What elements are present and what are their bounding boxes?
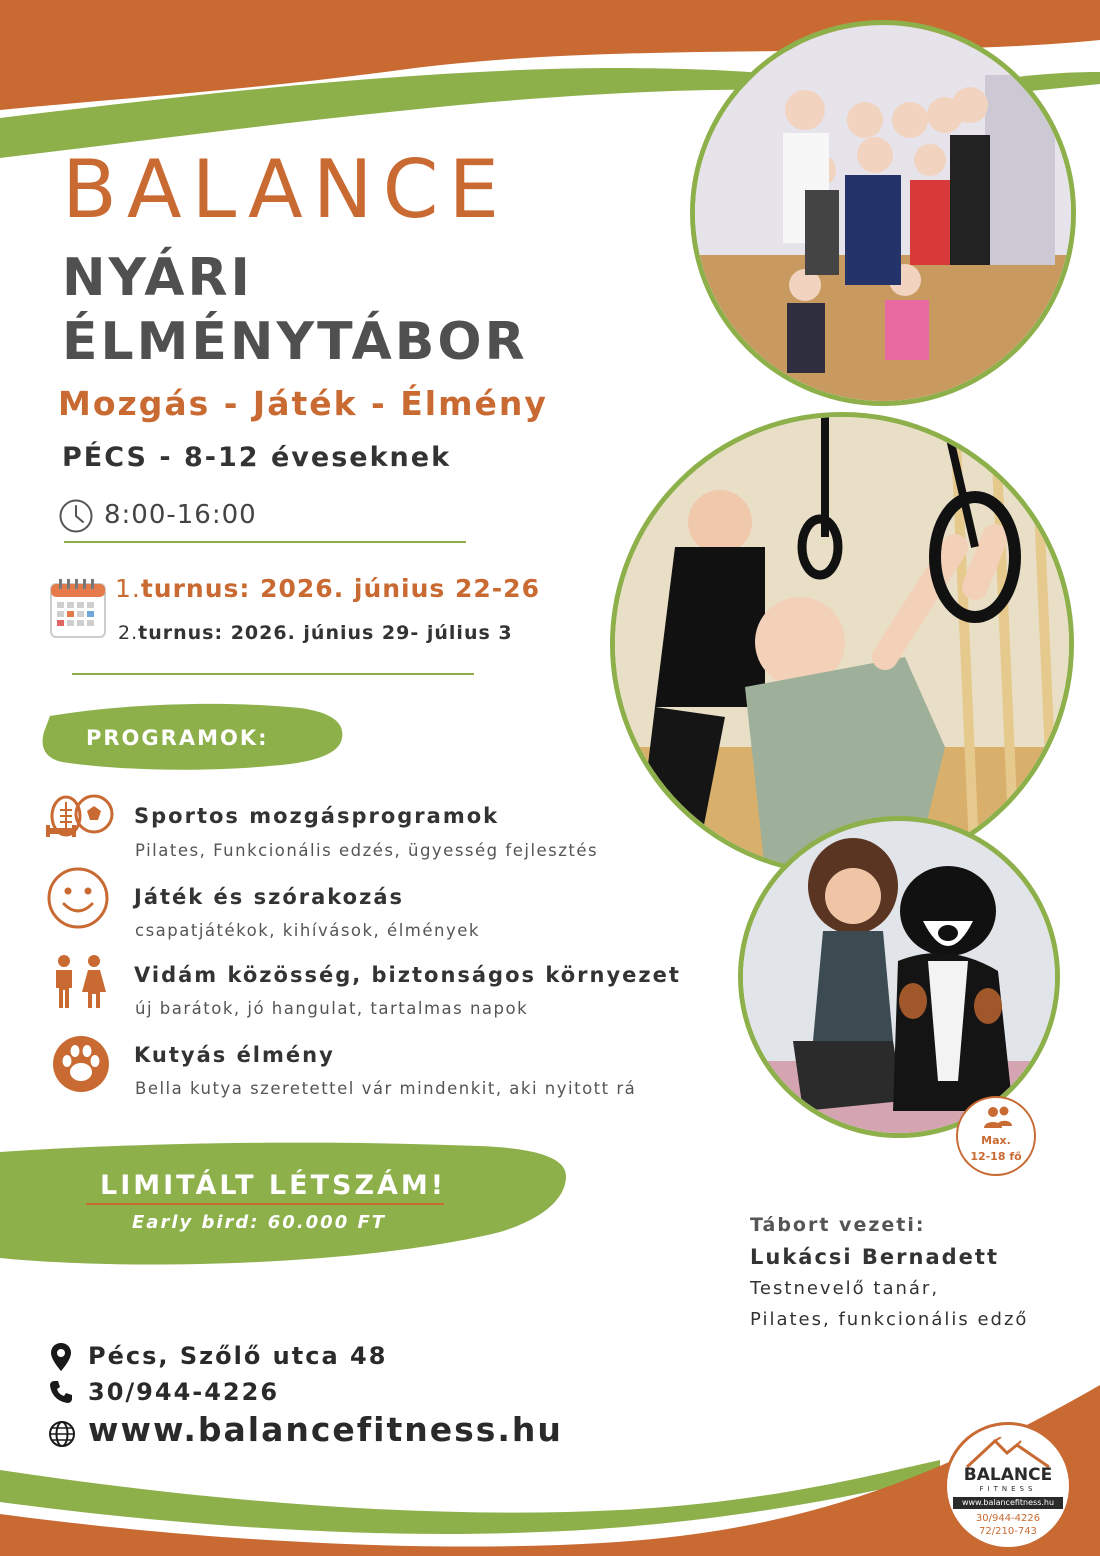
hours-text: 8:00-16:00 [104,500,257,530]
early-bird-price: Early bird: 60.000 FT [132,1212,387,1233]
turnus-2 [118,622,513,644]
location-pin-icon [50,1342,72,1372]
phone-icon [48,1379,74,1405]
website-link[interactable]: www.balancefitness.hu [88,1410,563,1449]
programs-label: PROGRAMOK: [86,726,269,750]
program-desc-games: csapatjátékok, kihívások, élmények [135,921,480,940]
tagline: Mozgás - Játék - Élmény [58,384,548,423]
turnus-2-number: 2. [118,622,139,644]
brand-title: BALANCE [62,143,509,236]
program-title-games: Játék és szórakozás [134,885,404,909]
audience: PÉCS - 8-12 éveseknek [62,442,452,473]
phone-number: 30/944-4226 [88,1378,280,1406]
address: Pécs, Szőlő utca 48 [88,1342,388,1370]
capacity-max: Max. [981,1134,1011,1147]
leader-role-1: Testnevelő tanár, [750,1278,940,1299]
turnus-1-number: 1. [115,574,141,603]
photo-trainer-with-dog [738,816,1060,1138]
logo-url: www.balancefitness.hu [953,1497,1063,1509]
program-desc-sports: Pilates, Funkcionális edzés, ügyesség fejlesztés [135,841,599,860]
logo-sub: FITNESS [979,1485,1037,1493]
divider [72,673,474,675]
smiley-icon [46,866,110,930]
children-icon [48,954,110,1010]
turnus-1-text: turnus: 2026. június 22-26 [140,574,540,603]
leader-name: Lukácsi Bernadett [750,1245,1000,1269]
capacity-badge [956,1096,1036,1176]
limited-headline: LIMITÁLT LÉTSZÁM! [100,1170,447,1201]
program-desc-community: új barátok, jó hangulat, tartalmas napok [135,999,529,1018]
program-title-sports: Sportos mozgásprogramok [134,804,500,828]
program-desc-dog: Bella kutya szeretettel vár mindenkit, aki nyitott rá [135,1079,637,1098]
turnus-1 [115,574,540,603]
photo-children-group [690,20,1076,406]
divider [64,541,466,543]
logo-name: BALANCE [963,1465,1053,1485]
balance-fitness-logo [944,1422,1072,1550]
capacity-range: 12-18 fő [970,1150,1022,1163]
title-line-1: NYÁRI [62,248,253,308]
title-line-2: ÉLMÉNYTÁBOR [62,312,528,372]
turnus-2-text: turnus: 2026. június 29- július 3 [138,622,513,644]
leader-heading: Tábort vezeti: [750,1214,926,1236]
clock-icon [58,498,94,534]
paw-icon [50,1034,112,1094]
logo-phone-1: 30/944-4226 [975,1513,1041,1524]
program-title-dog: Kutyás élmény [134,1043,335,1067]
program-title-community: Vidám közösség, biztonságos környezet [134,963,681,987]
calendar-icon [48,578,108,640]
globe-icon [48,1420,76,1448]
people-icon [983,1106,1013,1130]
logo-phone-2: 72/210-743 [979,1526,1037,1537]
photo-trx-training [610,412,1074,876]
leader-role-2: Pilates, funkcionális edző [750,1309,1029,1330]
sports-balls-icon [46,794,116,840]
